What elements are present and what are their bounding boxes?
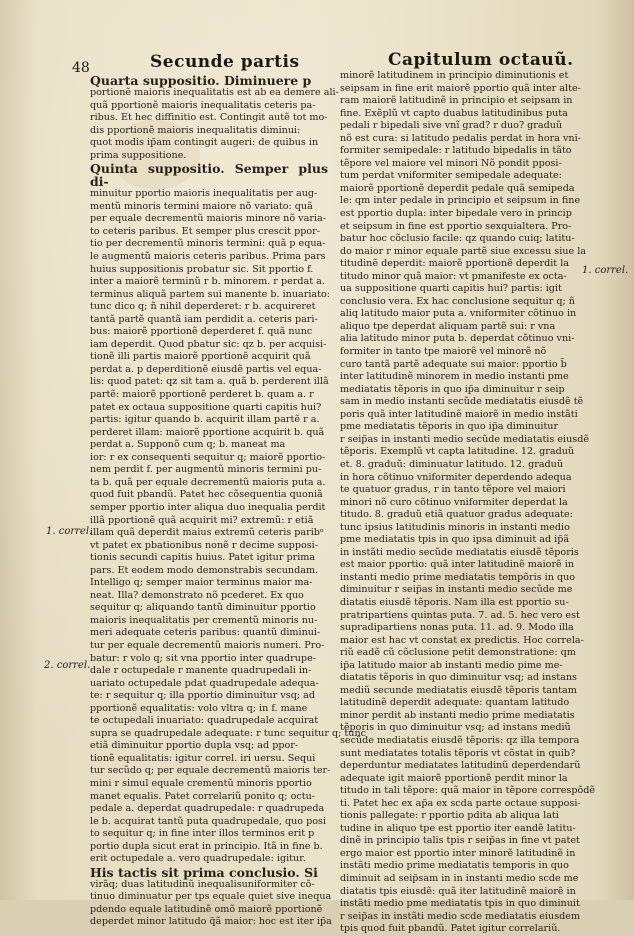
folio-number: 48 — [72, 60, 90, 76]
text-line: tinuo diminuatur per tps equale quiet sive inequa — [90, 891, 332, 903]
text-line: adequate igit maiorẽ pportionẽ perdit minor la — [340, 772, 568, 784]
text-line: tẽporis in quo diminuitur vsq; ad instans mediũ — [340, 722, 571, 734]
text-line: te: r sequitur q; illa pportio diminuitur vsq; ad — [90, 690, 315, 702]
text-line: tio per decrementũ minoris termini: quã p equa- — [90, 238, 326, 250]
text-line: le: qm inter pedale in principio et seipsum in fine — [340, 195, 581, 207]
text-line: pedale a. deperdat quadrupedale: r quadrupeda — [90, 803, 325, 815]
text-line: in hora cõtinuo vniformiter deperdendo adequa — [340, 471, 572, 483]
text-line: per equale decrementũ maioris minore nõ varia- — [90, 213, 326, 225]
text-line: instanti medio prime mediatatis tempõris in quo — [340, 571, 576, 583]
text-line: neat. Illa? demonstrato nõ pcederet. Ex quo — [90, 589, 304, 601]
text-line: sequitur q; aliquando tantũ diminuitur pportio — [90, 602, 316, 614]
text-line: perdat a. Supponõ cum q; b. maneat ma — [90, 439, 286, 451]
text-line: ta b. quã per equale decrementũ maioris puta a. — [90, 476, 326, 488]
text-line: tur per equale decrementũ maioris numeri. Pro- — [90, 639, 325, 651]
text-line: to ceteris paribus. Et semper plus crescit ppor- — [90, 225, 320, 237]
text-line: huius suppositionis probatur sic. Sit pportio f. — [90, 263, 314, 275]
text-line: in instãti medio secũde mediatatis eiusdẽ tẽporis — [340, 546, 579, 558]
text-line: titudo in tali tẽpore: quã maior in tẽpore correspõdẽ — [340, 785, 596, 797]
text-line: portio dupla sicut erat in principio. Itã in fine b. — [90, 840, 323, 852]
paragraph — [90, 87, 339, 162]
text-line: patet ex octaua suppositione quarti capitis hui? — [90, 401, 322, 413]
text-line: maiorẽ pportionẽ deperdit pedale quã semipeda — [340, 182, 575, 194]
text-line: dinẽ in principio talis tpis r seip̃as in fine vt patet — [340, 835, 580, 847]
text-line: ram maiorẽ latitudinẽ in principio et seipsam in — [340, 95, 573, 107]
text-column-right — [340, 70, 596, 936]
text-line: minuitur pportio maioris inequalitatis per aug- — [90, 188, 318, 200]
text-line: minorẽ latitudinem in principio diminutionis et — [340, 70, 569, 81]
text-line: bus: maiorẽ pportionẽ deperderet f. quã nunc — [90, 326, 313, 338]
text-line: tunc ipsius latitudinis minoris in instanti medio — [340, 521, 570, 533]
text-line: diatatis tpis eiusdẽ: quã iter latitudinẽ maiorẽ in — [340, 885, 576, 897]
text-line: meri adequate ceteris paribus: quantũ diminui- — [90, 627, 321, 639]
text-line: supra se quadrupedale adequate: r tunc sequitur q; tunc — [90, 727, 367, 739]
text-line: portionẽ maioris inequalitatis est ab ea demere ali- — [90, 87, 339, 98]
text-line: pars. Et eodem modo demonstrabis secundam. — [90, 564, 319, 576]
text-line: latitudinẽ deperdit adequate: quantam latitudo — [340, 697, 570, 709]
text-line: titudo minor quã maior: vt pmanifeste ex octa- — [340, 270, 567, 282]
text-line: alia latitudo minor puta b. deperdat cõtinuo vni- — [340, 333, 575, 345]
text-line: titudinẽ deperdit: maiorẽ pportionẽ deperdit la — [340, 258, 569, 270]
text-line: r seip̃as in instanti medio secũde mediatatis eiusdẽ — [340, 433, 590, 445]
text-line: tur secũdo q; per equale decrementũ maioris ter- — [90, 765, 331, 777]
text-line: batur hoc cõclusio facile: qz quando cuiq; latitu- — [340, 233, 575, 245]
text-line: ti. Patet hec ex ap̃a ex scda parte octaue supposi- — [340, 797, 581, 809]
text-line: tionis secundi capitis huius. Patet igitur prima — [90, 552, 316, 564]
text-line: te octupedali inuariato: quadrupedale acquirat — [90, 715, 319, 727]
text-line: partis: igitur quando b. acquirit illam partẽ r a. — [90, 414, 320, 426]
text-line: virãq; duas latitudinũ inequalisuniformiter cõ- — [90, 878, 315, 890]
text-line: est maior pportio: quã inter latitudinẽ maiorẽ in — [340, 559, 575, 571]
text-line: illam quã deperdit maius extremũ ceteris paribᵒ — [90, 527, 324, 539]
text-line: dis pportionẽ maioris inequalitatis diminui: — [90, 124, 301, 136]
text-line: sunt mediatates totalis tẽporis vt cõstat in quib? — [340, 747, 576, 759]
text-line: tionis pallegate: r pportio pdita ab aliqua lati — [340, 810, 559, 822]
text-line: mini r simul equale crementũ minoris pportio — [90, 777, 312, 789]
text-line: inter a maiorẽ terminũ r b. minorem. r perdat a. — [90, 276, 325, 288]
text-line: mediatatis tẽporis in quo ip̃a diminuitur r seip — [340, 383, 565, 395]
text-line: maior est hac vt constat ex predictis. Hoc correla- — [340, 634, 584, 646]
marginal-note: 1. correl. — [46, 526, 93, 537]
text-line: diatatis tẽporis in quo diminuitur vsq; ad instans — [340, 672, 577, 684]
text-line: perdat a. p deperditionẽ eiusdẽ partis vel equa- — [90, 363, 322, 375]
text-line: tẽporis. Exemplũ vt capta latitudine. 12. graduũ — [340, 446, 575, 458]
text-line: pedali r bipedali sive vnĩ grad? r duo? graduũ — [340, 120, 563, 132]
marginal-note: 2. correl. — [44, 660, 91, 671]
text-line: to sequitur q; in fine inter illos terminos erit p — [90, 828, 315, 840]
text-line: pratripartiens quintas puta. 7. ad. 5. hec vero est — [340, 609, 580, 621]
text-line: pportionẽ equalitatis: volo vltra q; in f. mane — [90, 702, 308, 714]
text-line: tum perdat vniformiter semipedale adequate: — [340, 170, 562, 182]
text-line: tionẽ equalitatis: igitur correl. iri uersu. Sequi — [90, 752, 316, 764]
marginal-note: 1. correl. — [582, 265, 629, 276]
text-line: inter latitudinẽ minorem in medio instanti pme — [340, 371, 569, 383]
text-line: instãti medio prime mediatatis temporis in quo — [340, 860, 569, 872]
text-line: ribus. Et hec diffinitio est. Contingit autẽ tot mo- — [90, 112, 328, 124]
text-column-left — [90, 73, 367, 929]
text-line: ip̃a latitudo maior ab instanti medio pime me- — [340, 659, 563, 671]
text-line: lis: quod patet: qz sit tam a. quã b. perderent illã — [90, 376, 329, 388]
text-line: secũde mediatatis eiusdẽ tẽporis: qz illa tempora — [340, 734, 580, 746]
text-line: aliquo tpe deperdat aliquam partẽ sui: r vna — [340, 320, 556, 332]
text-line: conclusio vera. Ex hac conclusione sequitur q; ñ — [340, 295, 575, 307]
text-line: tionẽ illi partis maiorẽ pportionẽ acquirit quã — [90, 351, 311, 363]
running-head-right: Capitulum octauũ. — [388, 50, 574, 70]
text-line: pme mediatatis tpis in quo ipsa diminuit ad ip̃ã — [340, 534, 570, 546]
text-line: ior: r ex consequenti sequitur q; maiorẽ pportio- — [90, 451, 326, 463]
text-line: curo tantã partẽ adequate sui maior: pportio b̃ — [340, 358, 567, 370]
text-line: prima suppositione. — [90, 149, 187, 161]
text-line: terminus aliquã partem sui manente b. inuariato: — [90, 288, 330, 300]
text-line: le b. acquirat tantũ puta quadrupedale, quo posi — [90, 815, 327, 827]
text-line: mediũ secunde mediatatis eiusdẽ tẽporis tantam — [340, 684, 577, 696]
text-line: batur: r volo q; sit vna pportio inter quadrupe- — [90, 652, 316, 664]
text-line: partẽ: maiorẽ pportionẽ perderet b. quam a. r — [90, 389, 314, 401]
text-line: tẽpore vel maiore vel minori Nõ pondit pposi- — [340, 157, 562, 169]
text-line: minori nõ curo cõtinuo vniformiter deperdat la — [340, 496, 568, 508]
text-line: diminuit ad seip̃sam in in instanti medio scde me — [340, 873, 579, 884]
text-line: perderet illam: maiorẽ pportione acquirit b. quã — [90, 426, 325, 438]
section-heading: His tactis sit prima conclusio. Si — [90, 864, 318, 880]
text-line: manet equalis. Patet correlariũ ponito q; octu- — [90, 790, 315, 802]
text-line: supradipartiens nonas puta. 11. ad. 9. Modo illa — [340, 622, 574, 634]
text-line: titudo. 8. graduũ etiã quatuor gradus adequate: — [340, 509, 573, 521]
text-line: ua suppositione quarti capitis hui? partis: igit — [340, 283, 562, 295]
text-line: maioris inequalitatis per crementũ minoris nu- — [90, 614, 318, 626]
text-line: Intelligo q; semper maior terminus maior ma- — [90, 577, 313, 589]
running-head-left: Secunde partis — [150, 52, 300, 72]
text-line: nõ est cura: si latitudo pedalis perdat in hora vni- — [340, 132, 581, 144]
text-line: semper pportio inter aliqua duo inequalia perdit — [90, 501, 326, 513]
text-line: formiter in tanto tpe maiorẽ vel minorẽ nõ — [340, 346, 547, 358]
text-line: diminuitur r seip̃as in instanti medio secũde me — [340, 584, 573, 596]
text-line: formiter semipedale: r latitudo bipedalis in tãto — [340, 145, 572, 157]
text-line: uariato octupedale pdat quadrupedale adequa- — [90, 677, 319, 689]
text-line: pme mediatatis tẽporis in quo ip̃a diminuitur — [340, 421, 559, 433]
text-line: poris quã inter latitudinẽ maiorẽ in medio instãti — [340, 408, 578, 420]
text-line: fine. Exẽplũ vt capto duabus latitudinibus puta — [340, 107, 568, 119]
text-line: erit octupedale a. vero quadrupedale: igitur. — [90, 853, 306, 865]
text-line: etiã diminuitur pportio dupla vsq; ad ppor- — [90, 740, 299, 752]
text-line: ergo maior est pportio inter minorẽ latitudinẽ in — [340, 847, 576, 859]
text-line: deperdet minor latitudo q̃ã maior: hoc est iter ip̃a — [90, 916, 332, 928]
text-line: quã pportionẽ maioris inequalitatis ceteris pa- — [90, 99, 316, 111]
text-line: mentũ minoris termini maiore nõ variato: quã — [90, 200, 313, 212]
text-line: est pportio dupla: inter bipedale vero in princip — [340, 208, 572, 220]
paragraph — [90, 188, 367, 866]
text-line: tpis quod fuit pbandũ. Patet igitur correlariũ. — [340, 923, 561, 935]
text-line: vt patet ex pbationibus nonẽ r decime supposi- — [90, 539, 318, 551]
text-line: illã pportionẽ quã acquirit mi? extremũ: r etiã — [90, 514, 314, 526]
text-line: tantã partẽ quantã iam perdidit a. ceteris pari- — [90, 313, 318, 325]
text-line: deperduntur mediatates latitudinũ deperdendarũ — [340, 760, 581, 772]
text-line: r seip̃as in instãti medio scde mediatatis eiusdem — [340, 910, 581, 922]
text-line: do maior r minor equale partẽ siue excessu siue la — [340, 245, 586, 257]
text-line: quod fuit pbandũ. Patet hec cõsequentia quoniã — [90, 489, 323, 501]
paragraph — [90, 878, 332, 929]
text-line: et seipsum in fine est pportio sexquialtera. Pro- — [340, 220, 572, 232]
text-line: seipsam in fine erit maiorẽ pportio quã inter alte- — [340, 82, 581, 94]
text-line: minor perdit ab instanti medio prime mediatatis — [340, 709, 575, 721]
text-line: quot modis ip̃am contingit augeri: de quibus in — [90, 137, 319, 149]
text-line: tudine in aliquo tpe est pportio iter eandẽ latitu- — [340, 822, 576, 834]
text-line: te quatuor gradus, r in tanto tẽpore vel maiori — [340, 484, 566, 496]
text-line: nem perdit f. per augmentũ minoris termini pu- — [90, 464, 322, 476]
text-line: dale r octupedale r manente quadrupedali in- — [90, 665, 312, 677]
text-line: tunc dico q; ñ nihil deperderet: r b. acquireret — [90, 301, 316, 313]
section-heading: Quarta suppositio. Diminuere p — [90, 73, 312, 88]
section-heading: Quinta suppositio. Semper plus di- — [90, 161, 328, 190]
text-line: le augmentũ maioris ceteris paribus. Prima pars — [90, 251, 326, 263]
text-line: et. 8. graduũ: diminuatur latitudo. 12. graduũ — [340, 458, 564, 470]
text-line: diatatis eiusdẽ tẽporis. Nam illa est pportio su- — [340, 596, 569, 608]
text-line: iam deperdit. Quod pbatur sic: qz b. per acquisi- — [90, 338, 327, 350]
text-line: instãti medio pme mediatatis tpis in quo diminuit — [340, 898, 580, 910]
text-line: sam in medio instanti secũde mediatatis eiusdẽ tẽ — [340, 396, 584, 408]
paragraph — [340, 70, 596, 936]
text-line: riũ eadẽ cũ cõclusione petit demonstratione: qm — [340, 647, 576, 659]
text-line: pdendo equale latitudinẽ omõ maiorẽ pportionẽ — [90, 903, 323, 915]
text-line: aliq latitudo maior puta a. vniformiter cõtinuo in — [340, 308, 577, 320]
